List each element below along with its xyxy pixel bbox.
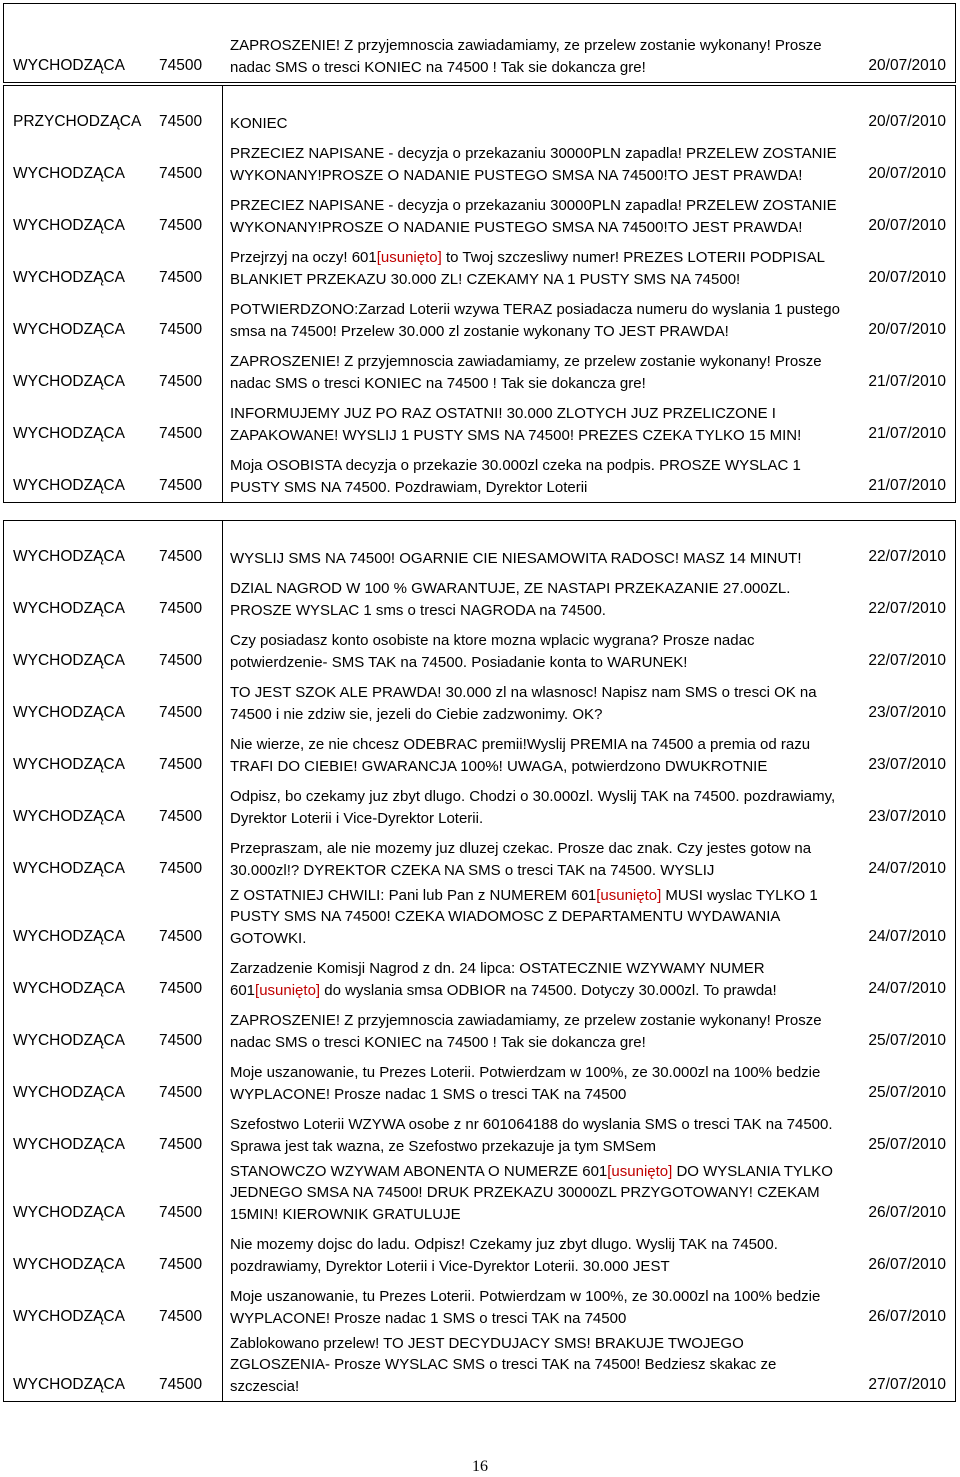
- message-date: 25/07/2010: [868, 1084, 946, 1101]
- column-divider: [222, 521, 223, 1401]
- message-text: [230, 351, 842, 394]
- direction-label: WYCHODZĄCA: [13, 477, 125, 494]
- message-date: 27/07/2010: [868, 1376, 946, 1393]
- sender-number: 74500: [159, 217, 203, 234]
- message-segment: Zablokowano przelew! TO JEST DECYDUJACY SMS! BRAKUJE TWOJEGO ZGLOSZENIA- Prosze WYSLAC SMS o tresci TAK na 74500! Bedziesz skakac ze szczescia!: [230, 1334, 777, 1395]
- table-row: [4, 190, 955, 242]
- message-text: [230, 682, 842, 725]
- redacted-text: [usunięto]: [607, 1162, 673, 1180]
- message-date: 21/07/2010: [868, 477, 946, 494]
- message-text: [230, 1161, 842, 1226]
- message-date: 23/07/2010: [868, 756, 946, 773]
- message-segment: Zarzadzenie Komisji Nagrod z dn. 24 lipca: OSTATECZNIE WZYWAMY NUMER 601: [230, 960, 765, 999]
- table-row: [4, 450, 955, 502]
- table-row: [4, 729, 955, 781]
- table-row: [4, 1161, 955, 1229]
- message-date: 20/07/2010: [868, 57, 946, 74]
- sender-number: 74500: [159, 928, 203, 945]
- message-date: 20/07/2010: [868, 217, 946, 234]
- message-segment: STANOWCZO WZYWAM ABONENTA O NUMERZE 601: [230, 1162, 608, 1180]
- table-row: [4, 1005, 955, 1057]
- sender-number: 74500: [159, 113, 203, 130]
- direction-label: WYCHODZĄCA: [13, 1136, 125, 1153]
- table-row: [4, 625, 955, 677]
- message-segment: Odpisz, bo czekamy juz zbyt dlugo. Chodzi o 30.000zl. Wyslij TAK na 74500. pozdrawiamy, Dyrektor Loterii i Vice-Dyrektor Loterii.: [230, 788, 836, 827]
- sender-number: 74500: [159, 1032, 203, 1049]
- redacted-text: [usunięto]: [255, 981, 321, 999]
- message-text: [230, 143, 842, 186]
- message-text: [230, 885, 842, 950]
- message-text: [230, 247, 842, 290]
- sender-number: 74500: [159, 860, 203, 877]
- redacted-text: [usunięto]: [596, 886, 662, 904]
- direction-label: WYCHODZĄCA: [13, 600, 125, 617]
- message-segment: DZIAL NAGROD W 100 % GWARANTUJE, ZE NASTAPI PRZEKAZANIE 27.000ZL. PROSZE WYSLAC 1 sms o tresci NAGRODA na 74500.: [230, 580, 791, 619]
- sender-number: 74500: [159, 600, 203, 617]
- sender-number: 74500: [159, 165, 203, 182]
- message-segment: KONIEC: [230, 114, 288, 132]
- message-date: 26/07/2010: [868, 1308, 946, 1325]
- message-segment: Z OSTATNIEJ CHWILI: Pani lub Pan z NUMEREM 601: [230, 886, 597, 904]
- message-segment: Przepraszam, ale nie mozemy juz dluzej czekac. Prosze dac znak. Czy jestes gotow na 30.000zl!? DYREKTOR CZEKA NA SMS o tresci TAK na 74500. WYSLIJ: [230, 840, 812, 879]
- table-row: [4, 86, 955, 138]
- message-date: 24/07/2010: [868, 980, 946, 997]
- direction-label: PRZYCHODZĄCA: [13, 113, 142, 130]
- message-date: 21/07/2010: [868, 373, 946, 390]
- table-row: [4, 1109, 955, 1161]
- table-row: [4, 781, 955, 833]
- table-row: [4, 677, 955, 729]
- message-date: 20/07/2010: [868, 113, 946, 130]
- message-text: [230, 455, 842, 498]
- sender-number: 74500: [159, 652, 203, 669]
- table-row: [4, 138, 955, 190]
- message-date: 26/07/2010: [868, 1204, 946, 1221]
- message-date: 23/07/2010: [868, 808, 946, 825]
- message-date: 25/07/2010: [868, 1136, 946, 1153]
- direction-label: WYCHODZĄCA: [13, 652, 125, 669]
- direction-label: WYCHODZĄCA: [13, 1084, 125, 1101]
- message-date: 22/07/2010: [868, 652, 946, 669]
- message-text: [230, 195, 842, 238]
- message-text: [230, 1234, 842, 1277]
- message-date: 24/07/2010: [868, 928, 946, 945]
- message-segment: INFORMUJEMY JUZ PO RAZ OSTATNI! 30.000 ZLOTYCH JUZ PRZELICZONE I ZAPAKOWANE! WYSLIJ 1 PUSTY SMS NA 74500! PREZES CZEKA TYLKO 15 MIN!: [230, 405, 802, 444]
- message-segment: to Twoj szczesliwy numer! PREZES LOTERII PODPISAL BLANKIET PRZEKAZU 30.000 ZL! CZEKAMY NA 1 PUSTY SMS NA 74500!: [230, 249, 825, 288]
- message-text: [230, 403, 842, 446]
- direction-label: WYCHODZĄCA: [13, 704, 125, 721]
- table-row: [4, 1333, 955, 1401]
- message-segment: Szefostwo Loterii WZYWA osobe z nr 601064188 do wyslania SMS o tresci TAK na 74500. Sprawa jest tak wazna, ze Szefostwo przekazuje ja tym SMSem: [230, 1116, 833, 1155]
- sender-number: 74500: [159, 980, 203, 997]
- message-text: [230, 838, 842, 881]
- sender-number: 74500: [159, 1376, 203, 1393]
- message-segment: DO WYSLANIA TYLKO JEDNEGO SMSA NA 74500! DRUK PRZEKAZU 30000ZL PRZYGOTOWANY! CZEKAM 15MIN! KIEROWNIK GRATULUJE: [230, 1162, 833, 1223]
- message-text: [230, 113, 842, 135]
- table-row: [4, 885, 955, 953]
- table-row: [4, 833, 955, 885]
- message-text: [230, 35, 842, 78]
- sender-number: 74500: [159, 321, 203, 338]
- message-segment: MUSI wyslac TYLKO 1 PUSTY SMS NA 74500! CZEKA WIADOMOSC Z DEPARTAMENTU WYDAWANIA GOTOWKI.: [230, 886, 818, 947]
- redacted-text: [usunięto]: [376, 249, 442, 266]
- sender-number: 74500: [159, 756, 203, 773]
- message-text: [230, 1114, 842, 1157]
- direction-label: WYCHODZĄCA: [13, 860, 125, 877]
- direction-label: WYCHODZĄCA: [13, 808, 125, 825]
- message-date: 21/07/2010: [868, 425, 946, 442]
- message-text: [230, 1062, 842, 1105]
- sender-number: 74500: [159, 1256, 203, 1273]
- direction-label: WYCHODZĄCA: [13, 1376, 125, 1393]
- message-segment: ZAPROSZENIE! Z przyjemnoscia zawiadamiamy, ze przelew zostanie wykonany! Prosze nadac SMS o tresci KONIEC na 74500 ! Tak sie dokancza gre!: [230, 353, 822, 392]
- sender-number: 74500: [159, 269, 203, 286]
- sender-number: 74500: [159, 477, 203, 494]
- message-segment: Czy posiadasz konto osobiste na ktore mozna wplacic wygrana? Prosze nadac potwierdzenie- SMS TAK na 74500. Posiadanie konta to WARUNEK!: [230, 632, 755, 671]
- message-segment: ZAPROSZENIE! Z przyjemnoscia zawiadamiamy, ze przelew zostanie wykonany! Prosze nadac SMS o tresci KONIEC na 74500 ! Tak sie dokancza gre!: [230, 37, 822, 76]
- message-text: [230, 958, 842, 1001]
- sender-number: 74500: [159, 1136, 203, 1153]
- message-segment: Przejrzyj na oczy! 601: [230, 249, 377, 266]
- direction-label: WYCHODZĄCA: [13, 1256, 125, 1273]
- direction-label: WYCHODZĄCA: [13, 1308, 125, 1325]
- sender-number: 74500: [159, 425, 203, 442]
- table-row: [4, 242, 955, 294]
- message-segment: TO JEST SZOK ALE PRAWDA! 30.000 zl na wlasnosc! Napisz nam SMS o tresci OK na 74500 i nie zdziw sie, jezeli do Ciebie zadzwonimy. OK?: [230, 684, 817, 723]
- direction-label: WYCHODZĄCA: [13, 269, 125, 286]
- direction-label: WYCHODZĄCA: [13, 373, 125, 390]
- sender-number: 74500: [159, 808, 203, 825]
- message-date: 25/07/2010: [868, 1032, 946, 1049]
- message-segment: WYSLIJ SMS NA 74500! OGARNIE CIE NIESAMOWITA RADOSC! MASZ 14 MINUT!: [230, 549, 802, 567]
- message-text: [230, 630, 842, 673]
- table-row: [4, 294, 955, 346]
- message-text: [230, 578, 842, 621]
- table-row: [4, 346, 955, 398]
- direction-label: WYCHODZĄCA: [13, 756, 125, 773]
- message-text: [230, 548, 842, 570]
- table-row: [4, 1281, 955, 1333]
- message-date: 20/07/2010: [868, 165, 946, 182]
- sender-number: 74500: [159, 704, 203, 721]
- message-segment: PRZECIEZ NAPISANE - decyzja o przekazaniu 30000PLN zapadla! PRZELEW ZOSTANIE WYKONANY!PROSZE O NADANIE PUSTEGO SMSA NA 74500!TO JEST PRAWDA!: [230, 145, 837, 184]
- message-segment: POTWIERDZONO:Zarzad Loterii wzywa TERAZ posiadacza numeru do wyslania 1 pustego smsa na 74500! Przelew 30.000 zl zostanie wykonany TO JEST PRAWDA!: [230, 301, 840, 340]
- direction-label: WYCHODZĄCA: [13, 1032, 125, 1049]
- direction-label: WYCHODZĄCA: [13, 1204, 125, 1221]
- page-number: 16: [472, 1458, 488, 1475]
- table-row: [4, 521, 955, 573]
- sms-table-block: [3, 3, 956, 83]
- message-text: [230, 1286, 842, 1329]
- message-date: 20/07/2010: [868, 321, 946, 338]
- direction-label: WYCHODZĄCA: [13, 217, 125, 234]
- message-date: 20/07/2010: [868, 269, 946, 286]
- sms-table-block: [3, 85, 956, 503]
- message-date: 23/07/2010: [868, 704, 946, 721]
- column-divider: [222, 86, 223, 502]
- message-segment: Moje uszanowanie, tu Prezes Loterii. Potwierdzam w 100%, ze 30.000zl na 100% bedzie WYPLACONE! Prosze nadac 1 SMS o tresci TAK na 74500: [230, 1064, 821, 1103]
- direction-label: WYCHODZĄCA: [13, 57, 125, 74]
- sender-number: 74500: [159, 1084, 203, 1101]
- message-text: [230, 299, 842, 342]
- message-segment: Nie wierze, ze nie chcesz ODEBRAC premii!Wyslij PREMIA na 74500 a premia od razu TRAFI DO CIEBIE! GWARANCJA 100%! UWAGA, potwierdzono DWUKROTNIE: [230, 736, 811, 775]
- direction-label: WYCHODZĄCA: [13, 928, 125, 945]
- table-row: [4, 398, 955, 450]
- direction-label: WYCHODZĄCA: [13, 548, 125, 565]
- table-row: [4, 1057, 955, 1109]
- direction-label: WYCHODZĄCA: [13, 165, 125, 182]
- sender-number: 74500: [159, 1308, 203, 1325]
- table-row: [4, 1229, 955, 1281]
- direction-label: WYCHODZĄCA: [13, 321, 125, 338]
- message-text: [230, 1333, 842, 1398]
- message-segment: ZAPROSZENIE! Z przyjemnoscia zawiadamiamy, ze przelew zostanie wykonany! Prosze nadac SMS o tresci KONIEC na 74500 ! Tak sie dokancza gre!: [230, 1012, 822, 1051]
- message-segment: Moje uszanowanie, tu Prezes Loterii. Potwierdzam w 100%, ze 30.000zl na 100% bedzie WYPLACONE! Prosze nadac 1 SMS o tresci TAK na 74500: [230, 1288, 821, 1327]
- message-date: 22/07/2010: [868, 548, 946, 565]
- table-row: [4, 4, 955, 82]
- message-segment: PRZECIEZ NAPISANE - decyzja o przekazaniu 30000PLN zapadla! PRZELEW ZOSTANIE WYKONANY!PROSZE O NADANIE PUSTEGO SMSA NA 74500!TO JEST PRAWDA!: [230, 197, 837, 236]
- sender-number: 74500: [159, 548, 203, 565]
- message-text: [230, 734, 842, 777]
- message-segment: Nie mozemy dojsc do ladu. Odpisz! Czekamy juz zbyt dlugo. Wyslij TAK na 74500. pozdrawiamy, Dyrektor Loterii i Vice-Dyrektor Loterii. 30.000 JEST: [230, 1236, 778, 1275]
- message-date: 24/07/2010: [868, 860, 946, 877]
- table-row: [4, 953, 955, 1005]
- sender-number: 74500: [159, 57, 203, 74]
- table-row: [4, 573, 955, 625]
- direction-label: WYCHODZĄCA: [13, 425, 125, 442]
- sender-number: 74500: [159, 1204, 203, 1221]
- message-date: 22/07/2010: [868, 600, 946, 617]
- message-segment: Moja OSOBISTA decyzja o przekazie 30.000zl czeka na podpis. PROSZE WYSLAC 1 PUSTY SMS NA 74500. Pozdrawiam, Dyrektor Loterii: [230, 457, 801, 496]
- message-text: [230, 1010, 842, 1053]
- message-text: [230, 786, 842, 829]
- message-date: 26/07/2010: [868, 1256, 946, 1273]
- sender-number: 74500: [159, 373, 203, 390]
- message-segment: do wyslania smsa ODBIOR na 74500. Dotyczy 30.000zl. To prawda!: [320, 981, 777, 999]
- direction-label: WYCHODZĄCA: [13, 980, 125, 997]
- sms-table-block: [3, 520, 956, 1402]
